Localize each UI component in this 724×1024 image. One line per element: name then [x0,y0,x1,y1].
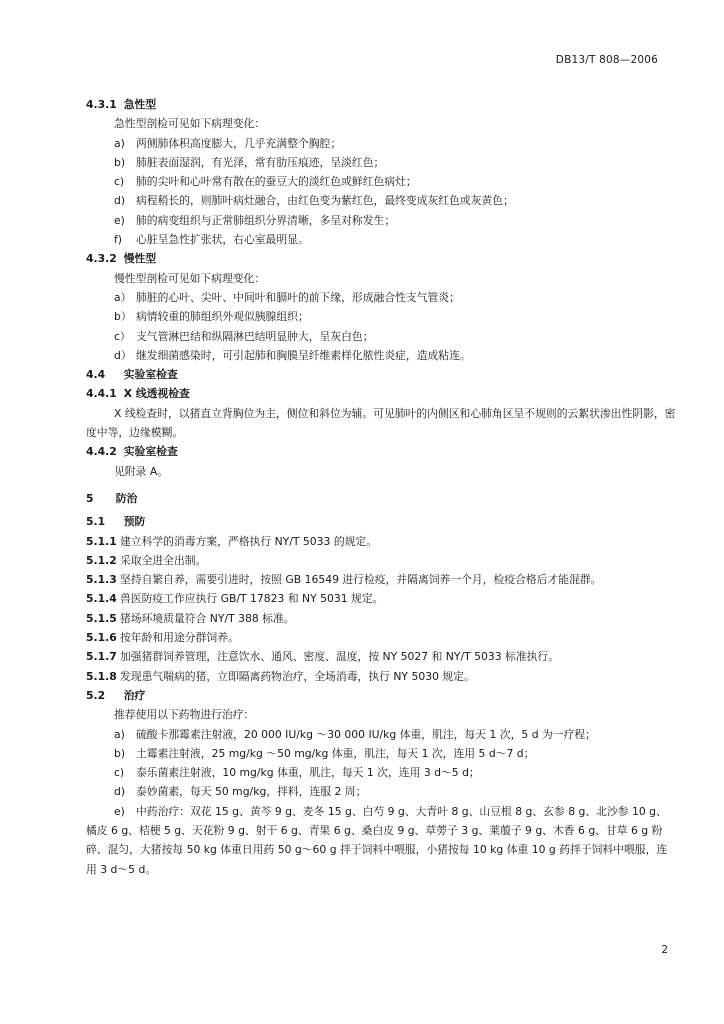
section-number: 4.4.2 [86,445,117,459]
section-number: 4.4 [86,368,106,382]
list-item [86,191,676,210]
clause-item [86,551,676,570]
list-text: 病情较重的肺组织外观似胰腺组织； [136,310,309,324]
section-4-4-1-heading [86,384,676,403]
clause-text: 采取全进全出制。 [120,553,207,567]
appendix-reference: 见附录 A。 [114,464,169,478]
list-marker: d) [114,785,126,799]
section-number: 5.2 [86,688,106,702]
list-text: 泰妙菌素，每天 50 mg/kg，拌料，连服 2 周； [136,785,367,799]
clause-number: 5.1.4 [86,592,117,606]
list-text: 支气管淋巴结和纵隔淋巴结明显肿大，呈灰白色； [136,329,374,343]
section-title: 慢性型 [123,252,157,266]
list-item [86,763,676,782]
section-number: 5.1 [86,515,106,529]
section-title: 急性型 [123,98,157,111]
section-title: 实验室检查 [123,445,178,459]
list-item [86,211,676,230]
list-item [86,307,676,326]
list-marker: b） [114,310,132,324]
section-title: 实验室检查 [123,368,178,382]
list-marker: c） [114,329,131,343]
list-marker: e) [114,213,125,227]
list-marker: c) [114,175,125,189]
clause-item [86,589,676,608]
document-body [86,95,676,879]
list-marker: a) [114,727,125,741]
section-title: 治疗 [123,688,146,702]
clause-text: 建立科学的消毒方案，严格执行 NY/T 5033 的规定。 [120,534,378,548]
list-marker: b) [114,155,126,169]
list-text: 土霉素注射液，25 mg/kg ～50 mg/kg 体重，肌注，每天 1 次，连用 5 d～7 d； [136,746,535,760]
list-item [86,230,676,249]
clause-item [86,570,676,589]
section-5-1-heading [86,512,676,531]
list-item [86,744,676,763]
page-number: 2 [661,944,668,956]
section-number: 4.3.2 [86,252,117,266]
section-4-4-2-heading [86,442,676,461]
clause-item [86,628,676,647]
clause-text: 按年龄和用途分群饲养。 [120,631,239,645]
section-4-3-1-intro: 急性型剖检可见如下病理变化： [114,117,266,131]
clause-number: 5.1.1 [86,534,117,548]
clause-item [86,647,676,666]
clause-text: 发现患气喘病的猪，立即隔离药物治疗，全场消毒，执行 NY 5030 规定。 [120,669,475,683]
list-text: 硫酸卡那霉素注射液，20 000 IU/kg ～30 000 IU/kg 体重，肌注，每天 1 次，5 d 为一疗程； [136,727,596,741]
list-item-herbal [86,802,676,879]
list-text: 继发细菌感染时，可引起肺和胸膜呈纤维素样化脓性炎症，造成粘连。 [136,348,471,362]
xray-paragraph: X 线检查时，以猪直立背胸位为主，侧位和斜位为辅。可见肺叶的内侧区和心肺角区呈不规则的云絮状渗出性阴影，密度中等，边缘模糊。 [86,406,676,440]
section-5-2-intro: 推荐使用以下药物进行治疗： [114,708,255,722]
section-title: 防治 [115,491,138,505]
list-item [86,288,676,307]
list-text: 肺脏表面湿润，有光泽，常有肋压痕迹，呈淡红色； [136,155,385,169]
list-item [86,782,676,801]
clause-item [86,609,676,628]
list-text: 病程稍长的，则肺叶病灶融合，由红色变为紫红色，最终变成灰红色或灰黄色； [136,194,514,208]
list-marker: a) [114,136,125,150]
clause-text: 加强猪群饲养管理，注意饮水、通风、密度、温度，按 NY 5027 和 NY/T 5033 标准执行。 [120,650,560,664]
prevention-list [86,532,676,686]
clause-text: 兽医防疫工作应执行 GB/T 17823 和 NY 5031 规定。 [120,592,384,606]
list-marker: d） [114,348,132,362]
list-text: 肺的尖叶和心叶常有散在的蚕豆大的淡红色或鲜红色病灶； [136,175,417,189]
clause-number: 5.1.3 [86,573,117,587]
list-text: 两侧肺体积高度膨大，几乎充满整个胸腔； [136,136,342,150]
acute-findings-list [86,134,676,250]
chronic-findings-list [86,288,676,365]
section-4-4-heading [86,365,676,384]
list-text: 心脏呈急性扩张状，右心室最明显。 [136,233,309,247]
clause-text: 坚持自繁自养，需要引进时，按照 GB 16549 进行检疫，并隔离饲养一个月，检疫合格后才能混群。 [120,573,602,587]
section-number: 4.3.1 [86,98,117,111]
section-5-2-heading [86,686,676,705]
list-marker: c) [114,766,125,780]
section-title: 预防 [123,515,146,529]
section-5-heading [86,489,676,508]
clause-item [86,667,676,686]
list-marker: b) [114,746,126,760]
list-item [86,153,676,172]
clause-number: 5.1.2 [86,553,117,567]
section-4-3-1-heading [86,95,676,114]
list-text: 肺的病变组织与正常肺组织分界清晰，多呈对称发生； [136,213,396,227]
list-text: 中药治疗：双花 15 g、黄芩 9 g、麦冬 15 g、白芍 9 g、大青叶 8 g、山豆根 8 g、玄参 8 g、北沙参 10 g、橘皮 6 g、桔梗 5 g、天花粉 9 g、射干 6 g、青果 6 g、桑白皮 9 g、草蒡子 3 g、莱菔子 9 g、木香 6 g、甘草 6 g 粉碎、混匀，大猪按每 50 kg 体重日用药 50 g～60 g 拌于饲料中喂服，小猪按每 10 kg 体重 10 g 药拌于饲料中喂服，连用 3 d～5 d。 [86,804,668,876]
list-text: 肺脏的心叶、尖叶、中间叶和膈叶的前下缘，形成融合性支气管炎； [136,290,460,304]
clause-number: 5.1.6 [86,631,117,645]
clause-item [86,532,676,551]
list-item [86,346,676,365]
list-item [86,134,676,153]
treatment-list [86,725,676,879]
clause-text: 猪场环境质量符合 NY/T 388 标准。 [120,611,295,625]
clause-number: 5.1.8 [86,669,117,683]
section-title: X 线透视检查 [123,387,190,401]
list-marker: e) [114,804,125,818]
clause-number: 5.1.5 [86,611,117,625]
section-number: 5 [86,491,94,505]
clause-number: 5.1.7 [86,650,117,664]
list-marker: a） [114,290,132,304]
section-number: 4.4.1 [86,387,117,401]
list-item [86,172,676,191]
list-item [86,725,676,744]
section-4-3-2-intro: 慢性型剖检可见如下病理变化： [114,271,266,285]
list-text: 泰乐菌素注射液，10 mg/kg 体重，肌注，每天 1 次，连用 3 d～5 d； [136,766,480,780]
standard-code: DB13/T 808—2006 [555,54,658,66]
section-4-3-2-heading [86,249,676,268]
list-marker: f) [114,233,123,247]
list-item [86,327,676,346]
list-marker: d) [114,194,126,208]
